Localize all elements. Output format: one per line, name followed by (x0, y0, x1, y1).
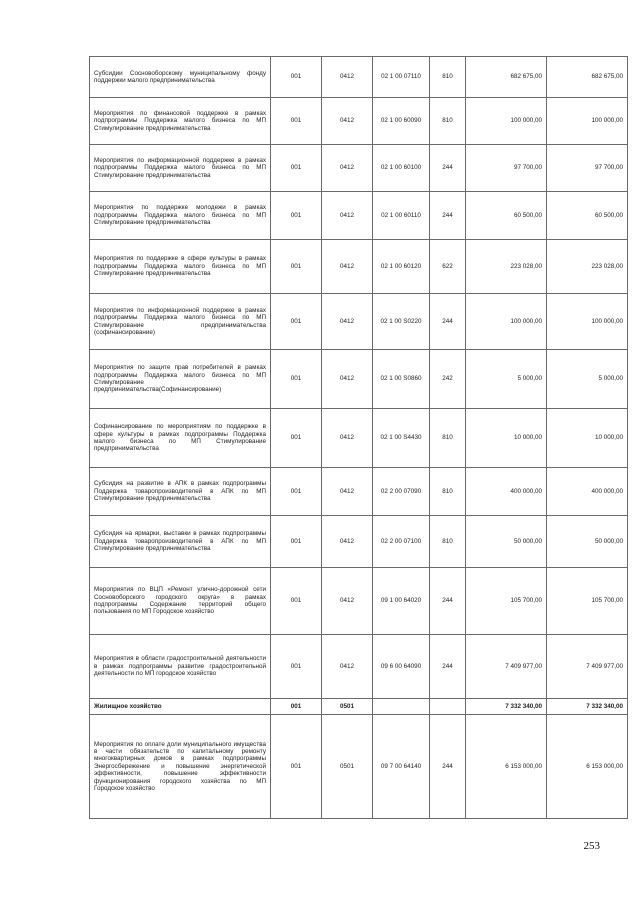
expense-type-code: 810 (430, 516, 466, 568)
section-code: 0412 (322, 350, 373, 409)
row-name: Мероприятия по информационной поддержке в рамках подпрограммы Поддержка малого бизнеса по МП Стимулирование предпринимательства (90, 145, 271, 192)
target-article-code (373, 699, 430, 715)
section-code: 0412 (322, 468, 373, 516)
amount-2: 105 700,00 (547, 568, 628, 635)
amount-1: 97 700,00 (466, 145, 547, 192)
amount-1: 6 153 000,00 (466, 715, 547, 819)
expense-type-code: 242 (430, 350, 466, 409)
section-code: 0412 (322, 516, 373, 568)
expense-type-code: 810 (430, 468, 466, 516)
grbs-code: 001 (271, 468, 322, 516)
table-row (90, 192, 628, 240)
row-name: Субсидия на развитие в АПК в рамках подпрограммы Поддержка товаропроизводителей в АПК по МП Стимулирование предпринимательства (90, 468, 271, 516)
target-article-code: 02 1 00 60090 (373, 98, 430, 145)
section-code: 0412 (322, 145, 373, 192)
table-row (90, 294, 628, 350)
table-row (90, 635, 628, 699)
section-total-row (90, 699, 628, 715)
amount-1: 10 000,00 (466, 409, 547, 468)
amount-2: 7 332 340,00 (547, 699, 628, 715)
grbs-code: 001 (271, 568, 322, 635)
row-name: Мероприятия по оплате доли муниципального имущества в части обязательств по капитальному ремонту многоквартирных домов в рамках подпрограммы Энергосбережение и повышение энергетической эффективности, повышение эффективности функционирования городского хозяйства по МП Городское хозяйство (90, 715, 271, 819)
expense-type-code (430, 699, 466, 715)
amount-1: 60 500,00 (466, 192, 547, 240)
target-article-code: 09 1 00 64020 (373, 568, 430, 635)
table-row (90, 240, 628, 294)
grbs-code: 001 (271, 715, 322, 819)
row-name: Мероприятия по информационной поддержке в рамках подпрограммы Поддержка малого бизнеса по МП Стимулирование предпринимательства (софинансирование) (90, 294, 271, 350)
target-article-code: 02 1 00 S0860 (373, 350, 430, 409)
table-row (90, 145, 628, 192)
amount-2: 60 500,00 (547, 192, 628, 240)
expense-type-code: 244 (430, 635, 466, 699)
row-name: Мероприятия по защите прав потребителей в рамках подпрограммы Поддержка малого бизнеса по МП Стимулирование предпринимательства(Софинансирование) (90, 350, 271, 409)
expense-type-code: 244 (430, 568, 466, 635)
amount-1: 100 000,00 (466, 294, 547, 350)
table-row (90, 715, 628, 819)
section-code: 0412 (322, 568, 373, 635)
section-code: 0412 (322, 409, 373, 468)
expense-type-code: 244 (430, 294, 466, 350)
amount-1: 105 700,00 (466, 568, 547, 635)
amount-1: 400 000,00 (466, 468, 547, 516)
target-article-code: 02 2 00 07100 (373, 516, 430, 568)
expense-type-code: 810 (430, 98, 466, 145)
grbs-code: 001 (271, 57, 322, 98)
amount-1: 100 000,00 (466, 98, 547, 145)
table-row (90, 98, 628, 145)
amount-2: 10 000,00 (547, 409, 628, 468)
expense-type-code: 622 (430, 240, 466, 294)
amount-1: 5 000,00 (466, 350, 547, 409)
amount-2: 682 675,00 (547, 57, 628, 98)
expense-type-code: 810 (430, 57, 466, 98)
row-name: Жилищное хозяйство (90, 699, 271, 715)
section-code: 0412 (322, 98, 373, 145)
grbs-code: 001 (271, 192, 322, 240)
amount-1: 50 000,00 (466, 516, 547, 568)
target-article-code: 02 1 00 60100 (373, 145, 430, 192)
table-row (90, 516, 628, 568)
amount-1: 7 409 977,00 (466, 635, 547, 699)
grbs-code: 001 (271, 294, 322, 350)
amount-2: 7 409 977,00 (547, 635, 628, 699)
section-code: 0501 (322, 699, 373, 715)
grbs-code: 001 (271, 409, 322, 468)
row-name: Мероприятия по поддержке в сфере культуры в рамках подпрограммы Поддержка малого бизнеса по МП Стимулирование предпринимательства (90, 240, 271, 294)
target-article-code: 09 6 00 64090 (373, 635, 430, 699)
expense-type-code: 244 (430, 192, 466, 240)
target-article-code: 02 1 00 07110 (373, 57, 430, 98)
table-row (90, 568, 628, 635)
row-name: Мероприятия по финансовой поддержке в рамках подпрограммы Поддержка малого бизнеса по МП Стимулирование предпринимательства (90, 98, 271, 145)
grbs-code: 001 (271, 98, 322, 145)
amount-2: 6 153 000,00 (547, 715, 628, 819)
table-row (90, 57, 628, 98)
table-row (90, 350, 628, 409)
row-name: Мероприятия по поддержке молодежи в рамках подпрограммы Поддержка малого бизнеса по МП Стимулирование предпринимательства (90, 192, 271, 240)
section-code: 0412 (322, 192, 373, 240)
grbs-code: 001 (271, 699, 322, 715)
target-article-code: 02 2 00 07090 (373, 468, 430, 516)
amount-2: 400 000,00 (547, 468, 628, 516)
target-article-code: 02 1 00 60110 (373, 192, 430, 240)
amount-2: 97 700,00 (547, 145, 628, 192)
page-number: 253 (583, 840, 600, 852)
target-article-code: 02 1 00 60120 (373, 240, 430, 294)
grbs-code: 001 (271, 145, 322, 192)
table-row (90, 468, 628, 516)
amount-1: 682 675,00 (466, 57, 547, 98)
amount-2: 50 000,00 (547, 516, 628, 568)
amount-1: 7 332 340,00 (466, 699, 547, 715)
grbs-code: 001 (271, 350, 322, 409)
table-row (90, 409, 628, 468)
row-name: Субсидии Сосновоборскому муниципальному фонду поддержки малого предпринимательства (90, 57, 271, 98)
amount-1: 223 028,00 (466, 240, 547, 294)
section-code: 0501 (322, 715, 373, 819)
expense-type-code: 244 (430, 715, 466, 819)
amount-2: 5 000,00 (547, 350, 628, 409)
grbs-code: 001 (271, 516, 322, 568)
amount-2: 100 000,00 (547, 294, 628, 350)
section-code: 0412 (322, 57, 373, 98)
grbs-code: 001 (271, 240, 322, 294)
target-article-code: 02 1 00 S0220 (373, 294, 430, 350)
amount-2: 100 000,00 (547, 98, 628, 145)
expense-type-code: 244 (430, 145, 466, 192)
budget-table (89, 56, 628, 819)
row-name: Софинансирование по мероприятиям по поддержке в сфере культуры в рамках подпрограммы Поддержка малого бизнеса по МП Стимулирование предпринимательства (90, 409, 271, 468)
section-code: 0412 (322, 635, 373, 699)
row-name: Мероприятия в области градостроительной деятельности в рамках подпрограммы развитие градостроительной деятельности по МП городское хозяйство (90, 635, 271, 699)
amount-2: 223 028,00 (547, 240, 628, 294)
section-code: 0412 (322, 240, 373, 294)
target-article-code: 02 1 00 S4430 (373, 409, 430, 468)
grbs-code: 001 (271, 635, 322, 699)
row-name: Мероприятия по ВЦП «Ремонт улично-дорожной сети Сосновоборского городского округа» в рамках подпрограммы Содержание территорий общего пользования по МП Городское хозяйство (90, 568, 271, 635)
target-article-code: 09 7 00 64140 (373, 715, 430, 819)
expense-type-code: 810 (430, 409, 466, 468)
row-name: Субсидия на ярмарки, выставки в рамках подпрограммы Поддержка товаропроизводителей в АПК по МП Стимулирование предпринимательства (90, 516, 271, 568)
section-code: 0412 (322, 294, 373, 350)
